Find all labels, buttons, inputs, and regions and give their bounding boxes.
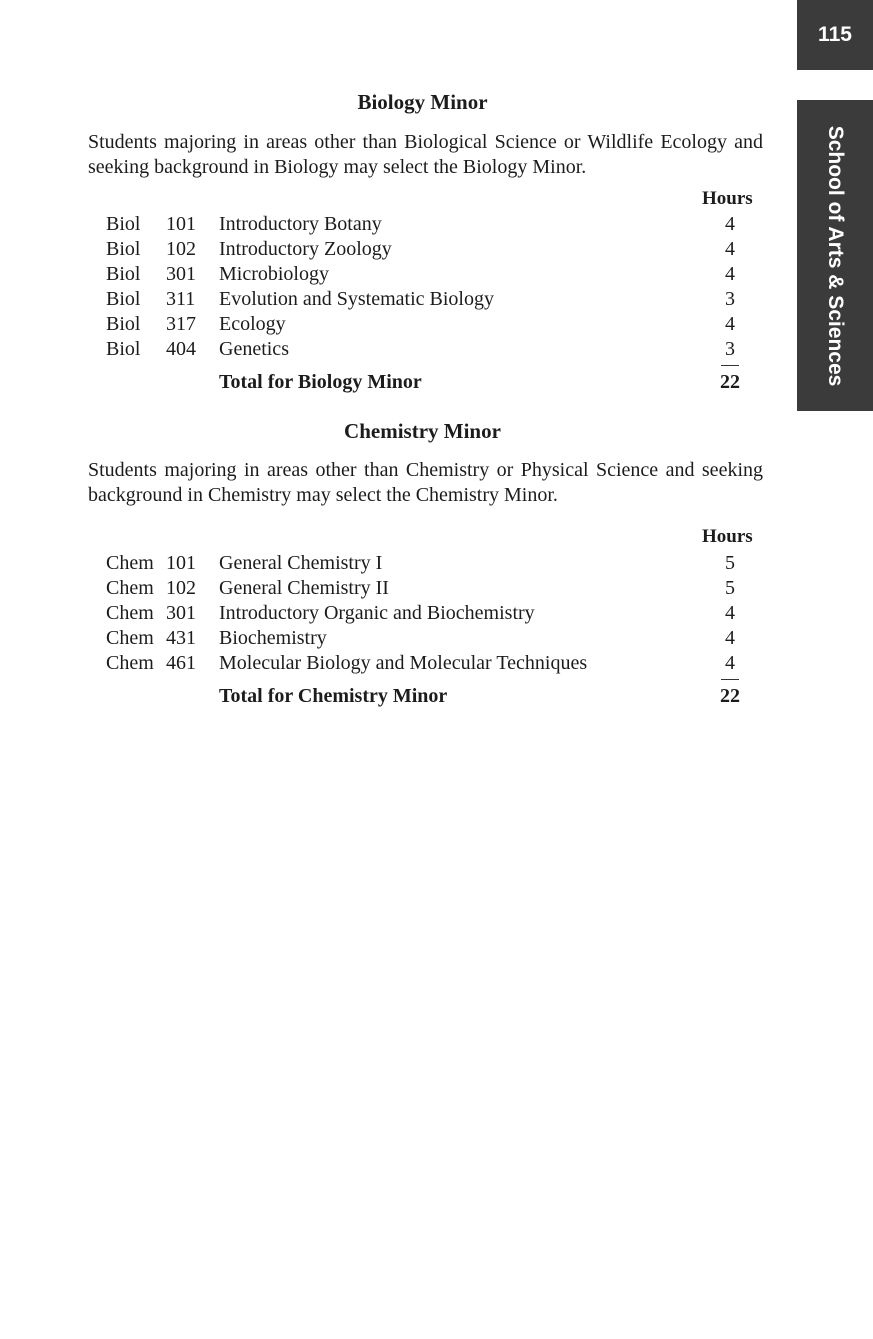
course-hours: 3 <box>725 338 735 360</box>
course-title: Evolution and Systematic Biology <box>219 288 494 310</box>
course-title: Ecology <box>219 313 286 335</box>
biology-course-row <box>0 237 780 262</box>
course-dept: Biol <box>106 263 141 285</box>
total-label: Total for Chemistry Minor <box>219 685 448 707</box>
biology-course-row <box>0 287 780 312</box>
chemistry-course-row <box>0 626 780 651</box>
course-hours: 4 <box>725 627 735 649</box>
course-dept: Biol <box>106 338 141 360</box>
section-tab-label: School of Arts & Sciences <box>824 125 847 386</box>
course-number: 301 <box>166 263 196 285</box>
course-hours: 4 <box>725 652 735 674</box>
course-dept: Biol <box>106 313 141 335</box>
total-label: Total for Biology Minor <box>219 371 422 393</box>
course-number: 102 <box>166 238 196 260</box>
course-number: 301 <box>166 602 196 624</box>
course-hours: 4 <box>725 238 735 260</box>
course-number: 461 <box>166 652 196 674</box>
course-number: 101 <box>166 213 196 235</box>
biology-minor-heading: Biology Minor <box>357 90 488 114</box>
biology-minor-intro: Students majoring in areas other than Biological Science or Wildlife Ecology and seeking background in Biology may select the Biology Minor. <box>88 131 763 178</box>
course-hours: 4 <box>725 602 735 624</box>
biology-course-row <box>0 262 780 287</box>
section-tab <box>797 100 873 411</box>
course-number: 101 <box>166 552 196 574</box>
course-dept: Chem <box>106 552 154 574</box>
page-number-tab <box>797 0 873 70</box>
biology-total-rule <box>721 365 739 366</box>
course-title: Introductory Organic and Biochemistry <box>219 602 535 624</box>
chemistry-total-row <box>0 684 780 709</box>
course-hours: 5 <box>725 552 735 574</box>
course-title: Introductory Zoology <box>219 238 392 260</box>
course-title: General Chemistry II <box>219 577 389 599</box>
biology-hours-header: Hours <box>702 188 753 209</box>
course-dept: Biol <box>106 238 141 260</box>
chemistry-course-row <box>0 576 780 601</box>
course-number: 404 <box>166 338 196 360</box>
course-dept: Chem <box>106 627 154 649</box>
course-hours: 5 <box>725 577 735 599</box>
biology-course-row <box>0 337 780 362</box>
page-number: 115 <box>818 23 852 46</box>
biology-course-row <box>0 212 780 237</box>
course-title: Genetics <box>219 338 289 360</box>
biology-total-row <box>0 370 780 395</box>
chemistry-course-row <box>0 651 780 676</box>
course-dept: Chem <box>106 602 154 624</box>
course-hours: 4 <box>725 213 735 235</box>
chemistry-minor-heading: Chemistry Minor <box>344 419 501 443</box>
course-title: Biochemistry <box>219 627 327 649</box>
total-hours: 22 <box>720 371 740 393</box>
chemistry-course-row <box>0 551 780 576</box>
chemistry-course-row <box>0 601 780 626</box>
chemistry-total-rule <box>721 679 739 680</box>
course-dept: Biol <box>106 288 141 310</box>
course-title: Microbiology <box>219 263 329 285</box>
course-dept: Chem <box>106 652 154 674</box>
course-number: 317 <box>166 313 196 335</box>
chemistry-minor-intro: Students majoring in areas other than Chemistry or Physical Science and seeking background in Chemistry may select the Chemistry Minor. <box>88 459 763 506</box>
course-dept: Biol <box>106 213 141 235</box>
course-number: 431 <box>166 627 196 649</box>
course-title: Molecular Biology and Molecular Techniques <box>219 652 588 674</box>
course-number: 311 <box>166 288 196 310</box>
course-dept: Chem <box>106 577 154 599</box>
course-hours: 4 <box>725 313 735 335</box>
course-title: Introductory Botany <box>219 213 382 235</box>
chemistry-hours-header: Hours <box>702 526 753 547</box>
course-hours: 4 <box>725 263 735 285</box>
total-hours: 22 <box>720 685 740 707</box>
biology-course-row <box>0 312 780 337</box>
course-number: 102 <box>166 577 196 599</box>
course-title: General Chemistry I <box>219 552 383 574</box>
course-hours: 3 <box>725 288 735 310</box>
